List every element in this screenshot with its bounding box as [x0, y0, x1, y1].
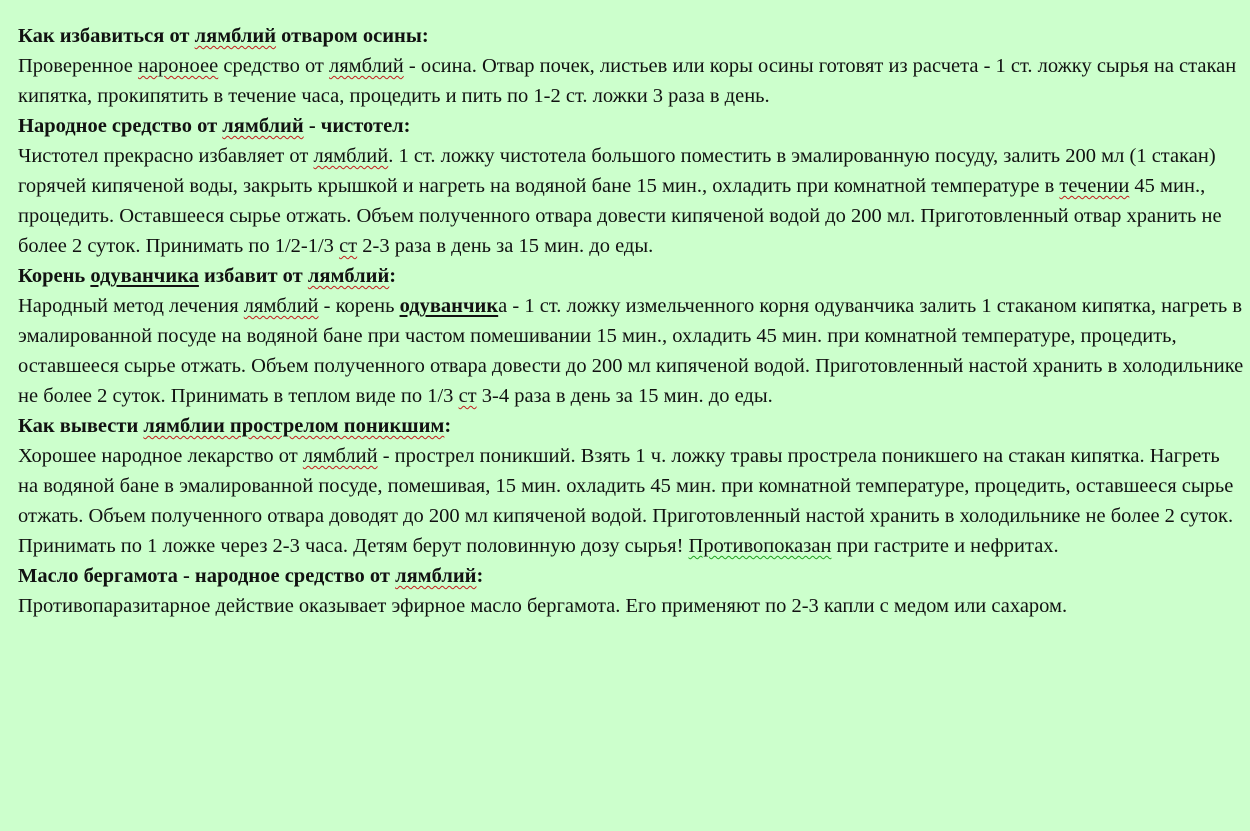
grammar-check-word: Противопоказан [688, 535, 832, 557]
section-heading: Корень одуванчика избавит от лямблий: [18, 265, 397, 287]
spellcheck-word: течении [1059, 175, 1130, 197]
document [18, 21, 1244, 621]
spellcheck-word: ст [339, 235, 358, 257]
section-prostrel [18, 411, 1244, 561]
section-oduvanchik [18, 261, 1244, 411]
section-body: Народный метод лечения лямблий - корень одуванчика - 1 ст. ложку измельченного корня одуванчика залить 1 стаканом кипятка, нагреть в эмалированной посуде на водяной бане при частом помешивании 15 мин., охладить 45 мин. при комнатной температуре, процедить, оставшееся сырье отжать. Объем полученного отвара довести до 200 мл кипяченой водой. Приготовленный настой хранить в холодильнике не более 2 суток. Принимать в теплом виде по 1/3 ст 3-4 раза в день за 15 мин. до еды. [18, 295, 1244, 407]
spellcheck-word: нароноее [137, 55, 219, 77]
spellcheck-word: лямблий [307, 265, 390, 287]
oduvanchik-link[interactable]: одуванчика [90, 265, 199, 287]
spellcheck-word: ст [458, 385, 477, 407]
section-bergamot [18, 561, 1244, 621]
spellcheck-word: лямблий [222, 115, 304, 137]
section-heading: Как вывести лямблии прострелом поникшим: [18, 415, 452, 437]
section-heading: Как избавиться от лямблий отваром осины: [18, 25, 429, 47]
spellcheck-word: лямблий [395, 565, 477, 587]
section-body: Проверенное нароноее средство от лямблий - осина. Отвар почек, листьев или коры осины готовят из расчета - 1 ст. ложку сырья на стакан кипятка, прокипятить в течение часа, процедить и пить по 1-2 ст. ложки 3 раза в день. [18, 55, 1237, 107]
spellcheck-word: лямблии прострелом поникшим [143, 415, 445, 437]
spellcheck-word: лямблий [329, 55, 404, 77]
section-chistotel [18, 111, 1244, 261]
spellcheck-word: лямблий [313, 145, 389, 167]
section-body: Хорошее народное лекарство от лямблий - прострел поникший. Взять 1 ч. ложку травы прострела поникшего на стакан кипятка. Нагреть на водяной бане в эмалированной посуде, помешивая, 15 мин. охладить 45 мин. при комнатной температуре, процедить, оставшееся сырье отжать. Объем полученного отвара доводят до 200 мл кипяченой водой. Приготовленный настой хранить в холодильнике не более 2 суток. Принимать по 1 ложке через 2-3 часа. Детям берут половинную дозу сырья! Противопоказан при гастрите и нефритах. [18, 445, 1234, 557]
oduvanchik-link[interactable]: одуванчик [399, 295, 499, 317]
spellcheck-word: лямблий [194, 25, 277, 47]
spellcheck-word: лямблий [302, 445, 378, 467]
section-body: Противопаразитарное действие оказывает эфирное масло бергамота. Его применяют по 2-3 капли с медом или сахаром. [18, 595, 1068, 617]
spellcheck-word: лямблий [243, 295, 319, 317]
section-heading: Масло бергамота - народное средство от лямблий: [18, 565, 484, 587]
section-body: Чистотел прекрасно избавляет от лямблий. 1 ст. ложку чистотела большого поместить в эмалированную посуду, залить 200 мл (1 стакан) горячей кипяченой воды, закрыть крышкой и нагреть на водяной бане 15 мин., охладить при комнатной температуре в течении 45 мин., процедить. Оставшееся сырье отжать. Объем полученного отвара довести кипяченой водой до 200 мл. Приготовленный отвар хранить не более 2 суток. Принимать по 1/2-1/3 ст 2-3 раза в день за 15 мин. до еды. [18, 145, 1222, 257]
section-osina [18, 21, 1244, 111]
section-heading: Народное средство от лямблий - чистотел: [18, 115, 411, 137]
